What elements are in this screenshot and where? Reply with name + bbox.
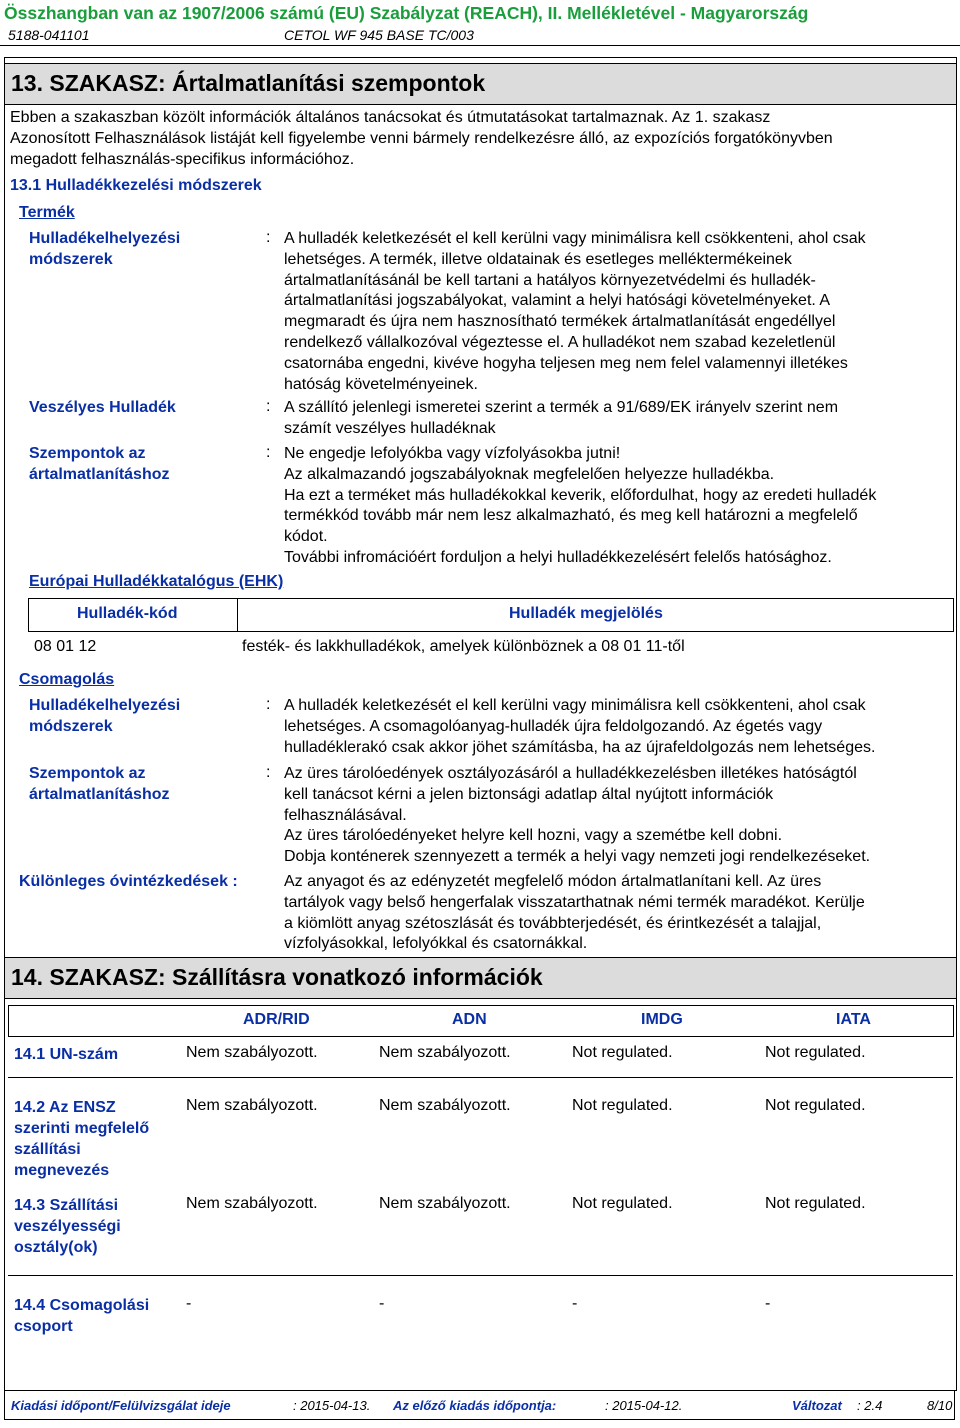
cell-adr: Nem szabályozott. bbox=[186, 1195, 318, 1212]
cell-adr: - bbox=[186, 1295, 192, 1312]
ehk-table-header bbox=[28, 598, 954, 632]
value-line: csatornába engedni, kivéve hogyha teljesen meg nem felel valamennyi illetékes bbox=[284, 354, 848, 372]
label-line: Hulladékelhelyezési bbox=[29, 230, 181, 247]
label-line: osztály(ok) bbox=[14, 1239, 98, 1256]
ehk-col-description: Hulladék megjelölés bbox=[509, 605, 663, 622]
page-number: 8/10 bbox=[927, 1398, 953, 1413]
label-line: 14.4 Csomagolási bbox=[14, 1297, 150, 1314]
label-colon: : bbox=[266, 444, 271, 461]
cell-iata: Not regulated. bbox=[765, 1195, 866, 1212]
label-colon: : bbox=[266, 398, 271, 415]
cell-imdg: Not regulated. bbox=[572, 1097, 673, 1114]
value-line: Az üres tárolóedények osztályozásáról a hulladékkezelésben illetékes hatóságtól bbox=[284, 765, 857, 782]
label-line: módszerek bbox=[29, 717, 113, 735]
row-label-packing-group bbox=[14, 1295, 149, 1337]
product-code: 5188-041101 bbox=[8, 27, 90, 43]
section-13-heading-bar bbox=[4, 63, 957, 105]
ehk-code: 08 01 12 bbox=[34, 638, 97, 655]
value-hulladekelhelyezesi-modszerek bbox=[284, 229, 944, 395]
value-line: kódot. bbox=[284, 528, 328, 546]
label-line: 14.2 Az ENSZ bbox=[14, 1099, 116, 1116]
value-line: lehetséges. A csomagolóanyag-hulladék újra feldolgozandó. Az égetés vagy bbox=[284, 717, 823, 735]
label-line: módszerek bbox=[29, 250, 113, 268]
value-szempontok bbox=[284, 444, 944, 569]
issue-date-value: : 2015-04-13. bbox=[293, 1398, 371, 1413]
product-name: CETOL WF 945 BASE TC/003 bbox=[284, 27, 474, 43]
value-line: Ne engedje lefolyókba vagy vízfolyásokba jutni! bbox=[284, 445, 621, 462]
label-pack-szempontok bbox=[29, 764, 169, 806]
cell-iata: Not regulated. bbox=[765, 1097, 866, 1114]
label-line: 14.3 Szállítási bbox=[14, 1197, 119, 1214]
col-imdg: IMDG bbox=[641, 1011, 683, 1028]
label-pack-hulladekelhelyezesi bbox=[29, 696, 180, 738]
header-title: Összhangban van az 1907/2006 számú (EU) Szabályzat (REACH), II. Mellékletével - Magyarország bbox=[4, 3, 809, 23]
label-hulladekelhelyezesi-modszerek bbox=[29, 229, 180, 271]
value-line: vízfolyásokkal, lefolyókkal és csatornákkal. bbox=[284, 935, 588, 953]
label-line: ártalmatlanításhoz bbox=[29, 465, 170, 483]
intro-line: Azonosított Felhasználások listáját kell figyelembe venni bármely rendelkezésre álló, az expozíciós forgatókönyvben bbox=[10, 129, 833, 147]
value-line: ártalmatlanításánál be kell tartani a hatályos környezetvédelmi és hulladék- bbox=[284, 271, 816, 289]
cell-adr: Nem szabályozott. bbox=[186, 1044, 318, 1061]
label-kulonleges-ovintezkedesek: Különleges óvintézkedések : bbox=[19, 873, 238, 890]
termek-heading: Termék bbox=[19, 204, 75, 221]
previous-date-value: : 2015-04-12. bbox=[605, 1398, 683, 1413]
ehk-col-code: Hulladék-kód bbox=[77, 605, 178, 622]
value-kulonleges-ovintezkedesek bbox=[284, 872, 944, 955]
document-header bbox=[0, 0, 960, 46]
row-divider bbox=[8, 1275, 953, 1276]
section-14-heading: 14. SZAKASZ: Szállításra vonatkozó információk bbox=[11, 964, 543, 990]
value-line: tartályok vagy belső hengerfalak visszatarthatnak némi termék maradékot. Kerülje bbox=[284, 893, 865, 911]
label-line: csoport bbox=[14, 1318, 73, 1335]
label-line: szállítási bbox=[14, 1141, 81, 1158]
col-iata: IATA bbox=[836, 1011, 871, 1028]
value-line: megmaradt és újra nem hasznosítható termékek ártalmatlanítását engedéllyel bbox=[284, 313, 836, 331]
transport-table-header bbox=[8, 1005, 954, 1037]
label-line: Szempontok az bbox=[29, 765, 146, 782]
label-line: Szempontok az bbox=[29, 445, 146, 462]
value-line: Az alkalmazandó jogszabályoknak megfelelően helyezze hulladékba. bbox=[284, 465, 775, 483]
label-colon: : bbox=[266, 696, 271, 713]
cell-adr: Nem szabályozott. bbox=[186, 1097, 318, 1114]
ehk-description: festék- és lakkhulladékok, amelyek különböznek a 08 01 11-től bbox=[242, 638, 685, 655]
label-szempontok bbox=[29, 444, 169, 486]
section-13-intro bbox=[10, 108, 950, 170]
value-pack-szempontok bbox=[284, 764, 944, 868]
intro-line: Ebben a szakaszban közölt információk általános tanácsokat és útmutatásokat tartalmaznak. Az 1. szakasz bbox=[10, 109, 771, 126]
cell-adn: Nem szabályozott. bbox=[379, 1097, 511, 1114]
value-line: A szállító jelenlegi ismeretei szerint a termék a 91/689/EK irányelv szerint nem bbox=[284, 399, 839, 416]
col-adn: ADN bbox=[452, 1011, 487, 1028]
cell-imdg: Not regulated. bbox=[572, 1044, 673, 1061]
label-line: megnevezés bbox=[14, 1162, 110, 1179]
value-line: termékkód tovább már nem lesz alkalmazható, és meg kell határozni a megfelelő bbox=[284, 507, 858, 525]
value-line: számít veszélyes hulladéknak bbox=[284, 419, 496, 437]
document-footer bbox=[4, 1390, 955, 1420]
value-line: hatóság követelményeinek. bbox=[284, 375, 478, 393]
value-line: Ha ezt a terméket más hulladékokkal keverik, előfordulhat, hogy az eredeti hulladék bbox=[284, 486, 877, 504]
value-line: lehetséges. A termék, illetve oldatainak és esetleges melléktermékeinek bbox=[284, 250, 792, 268]
row-label-un-number: 14.1 UN-szám bbox=[14, 1046, 119, 1063]
value-line: Az üres tárolóedényeket helyre kell hozni, vagy a szemétbe kell dobni. bbox=[284, 827, 783, 845]
value-line: rendelkező vállalkozóval végeztesse el. A hulladékot nem szabad kezeletlenül bbox=[284, 333, 836, 351]
value-line: Az anyagot és az edényzetét megfelelő módon ártalmatlanítani kell. Az üres bbox=[284, 873, 822, 890]
value-line: ártalmatlanítási jogszabályokat, valamint a helyi hatósági követelményeket. A bbox=[284, 292, 831, 310]
label-line: veszélyességi bbox=[14, 1218, 121, 1235]
label-line: ártalmatlanításhoz bbox=[29, 785, 170, 803]
cell-adn: Nem szabályozott. bbox=[379, 1195, 511, 1212]
value-veszelyes-hulladek bbox=[284, 398, 944, 440]
value-line: felhasználásával. bbox=[284, 806, 407, 824]
cell-adn: Nem szabályozott. bbox=[379, 1044, 511, 1061]
cell-adn: - bbox=[379, 1295, 385, 1312]
section-14-heading-bar bbox=[4, 957, 957, 999]
col-adr-rid: ADR/RID bbox=[243, 1011, 310, 1028]
row-divider bbox=[8, 1077, 953, 1078]
cell-iata: Not regulated. bbox=[765, 1044, 866, 1061]
ehk-title: Európai Hulladékkatalógus (EHK) bbox=[29, 573, 284, 590]
value-line: A hulladék keletkezését el kell kerülni vagy minimálisra kell csökkenteni, ahol csak bbox=[284, 230, 866, 247]
version-label: Változat bbox=[792, 1398, 842, 1413]
value-line: kell tanácsot kérni a jelen biztonsági adatlap által nyújtott információk bbox=[284, 785, 774, 803]
cell-iata: - bbox=[765, 1295, 771, 1312]
row-label-shipping-name bbox=[14, 1097, 149, 1181]
header-divider bbox=[0, 45, 960, 46]
value-line: Dobja konténerek szennyezett a termék a helyi vagy nemzeti jogi rendelkezéseket. bbox=[284, 848, 871, 866]
section-13-heading: 13. SZAKASZ: Ártalmatlanítási szempontok bbox=[11, 70, 486, 96]
value-line: hulladéklerakó csak akkor jöhet számításba, ha az újrafeldolgozás nem lehetséges. bbox=[284, 738, 876, 756]
value-pack-hulladekelhelyezesi bbox=[284, 696, 944, 758]
subsection-13-1-title: 13.1 Hulladékkezelési módszerek bbox=[10, 177, 262, 194]
label-colon: : bbox=[266, 229, 271, 246]
intro-line: megadott felhasználás-specifikus információhoz. bbox=[10, 150, 355, 168]
label-colon: : bbox=[266, 764, 271, 781]
issue-date-label: Kiadási időpont/Felülvizsgálat ideje bbox=[11, 1398, 231, 1413]
version-value: : 2.4 bbox=[857, 1398, 883, 1413]
label-veszelyes-hulladek: Veszélyes Hulladék bbox=[29, 399, 176, 416]
value-line: a kiömlött anyag szétoszlását és továbbterjedését, és érintkezését a talajjal, bbox=[284, 914, 822, 932]
previous-date-label: Az előző kiadás időpontja: bbox=[393, 1398, 557, 1413]
value-line: További infromációért forduljon a helyi hulladékkezelésért felelős hatósághoz. bbox=[284, 548, 832, 566]
row-label-hazard-class bbox=[14, 1195, 121, 1258]
cell-imdg: Not regulated. bbox=[572, 1195, 673, 1212]
csomagolas-heading: Csomagolás bbox=[19, 671, 115, 688]
value-line: A hulladék keletkezését el kell kerülni vagy minimálisra kell csökkenteni, ahol csak bbox=[284, 697, 866, 714]
label-line: Hulladékelhelyezési bbox=[29, 697, 181, 714]
label-line: szerinti megfelelő bbox=[14, 1120, 150, 1137]
cell-imdg: - bbox=[572, 1295, 578, 1312]
